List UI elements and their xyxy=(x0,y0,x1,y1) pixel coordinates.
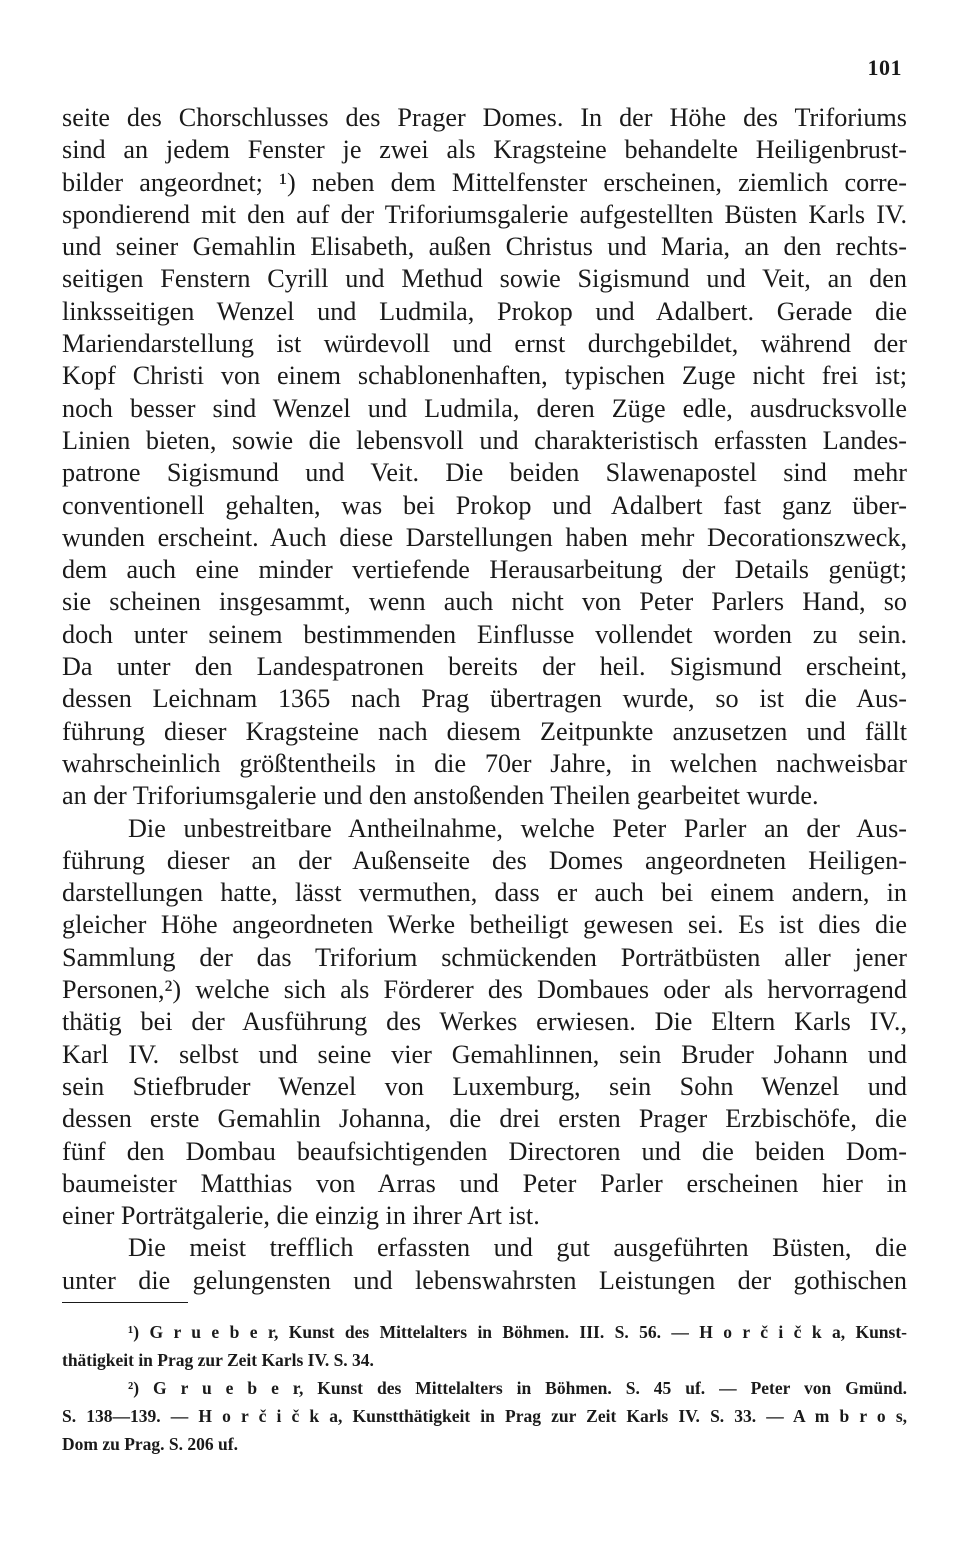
text-line: dessen erste Gemahlin Johanna, die drei ersten Prager Erzbischöfe, die xyxy=(62,1104,907,1134)
text-line: baumeister Matthias von Arras und Peter Parler erscheinen hier in xyxy=(62,1168,907,1198)
text-line: wunden erscheint. Auch diese Darstellungen haben mehr Decorationszweck, xyxy=(62,522,907,552)
page-number: 101 xyxy=(867,55,902,80)
text-line: linksseitigen Wenzel und Ludmila, Prokop und Adalbert. Gerade die xyxy=(62,296,907,326)
body-text xyxy=(62,102,907,1297)
text-line: sind an jedem Fenster je zwei als Kragsteine behandelte Heiligenbrust- xyxy=(62,135,907,165)
text-line: patrone Sigismund und Veit. Die beiden Slawenapostel sind mehr xyxy=(62,458,907,488)
text-line: Sammlung der das Triforium schmückenden Porträtbüsten aller jener xyxy=(62,942,907,972)
text-line: unter die gelungensten und lebenswahrsten Leistungen der gothischen xyxy=(62,1265,907,1295)
text-line: gleicher Höhe angeordneten Werke betheiligt gewesen sei. Es ist dies die xyxy=(62,910,907,940)
text-line: conventionell gehalten, was bei Prokop und Adalbert fast ganz über- xyxy=(62,490,907,520)
text-line: wahrscheinlich größtentheils in die 70er Jahre, in welchen nachweisbar xyxy=(62,748,907,778)
text-line: doch unter seinem bestimmenden Einflusse vollendet worden zu sein. xyxy=(62,619,907,649)
text-line: Linien bieten, sowie die lebensvoll und charakteristisch erfassten Landes- xyxy=(62,425,907,455)
text-line: Personen,²) welche sich als Förderer des Dombaues oder als hervorragend xyxy=(62,975,907,1005)
text-line: Da unter den Landespatronen bereits der heil. Sigismund erscheint, xyxy=(62,652,907,682)
text-line: und seiner Gemahlin Elisabeth, außen Christus und Maria, an den rechts- xyxy=(62,232,907,262)
text-line: bilder angeordnet; ¹) neben dem Mittelfenster erscheinen, ziemlich corre- xyxy=(62,167,907,197)
text-line: noch besser sind Wenzel und Ludmila, deren Züge edle, ausdrucksvolle xyxy=(62,393,907,423)
text-line: dem auch eine minder vertiefende Herausarbeitung der Details genügt; xyxy=(62,555,907,585)
text-line: dessen Leichnam 1365 nach Prag übertragen wurde, so ist die Aus- xyxy=(62,684,907,714)
text-line: führung dieser Kragsteine nach diesem Zeitpunkte anzusetzen und fällt xyxy=(62,716,907,746)
text-line: seitigen Fenstern Cyrill und Methud sowie Sigismund und Veit, an den xyxy=(62,264,907,294)
footnote-divider xyxy=(62,1302,188,1303)
text-line: seite des Chorschlusses des Prager Domes. In der Höhe des Triforiums xyxy=(62,103,907,132)
footnotes xyxy=(62,1318,907,1458)
text-line: spondierend mit den auf der Triforiumsgalerie aufgestellten Büsten Karls IV. xyxy=(62,199,907,229)
text-line: thätig bei der Ausführung des Werkes erwiesen. Die Eltern Karls IV., xyxy=(62,1007,907,1037)
text-line: darstellungen hatte, lässt vermuthen, dass er auch bei einem andern, in xyxy=(62,878,907,908)
text-line: Karl IV. selbst und seine vier Gemahlinnen, sein Bruder Johann und xyxy=(62,1039,907,1069)
text-line: Mariendarstellung ist würdevoll und ernst durchgebildet, während der xyxy=(62,329,907,359)
footnote-line: S. 138—139. — H o r č i č k a, Kunstthätigkeit in Prag zur Zeit Karls IV. S. 33. — A m b r o s, xyxy=(62,1406,907,1426)
text-line: sie scheinen insgesammt, wenn auch nicht von Peter Parlers Hand, so xyxy=(62,587,907,617)
text-line: Die unbestreitbare Antheilnahme, welche Peter Parler an der Aus- xyxy=(128,813,907,843)
footnote-line: ¹) G r u e b e r, Kunst des Mittelalters in Böhmen. III. S. 56. — H o r č i č k a, Kunst- xyxy=(128,1322,907,1342)
text-line: führung dieser an der Außenseite des Domes angeordneten Heiligen- xyxy=(62,845,907,875)
footnote-line: Dom zu Prag. S. 206 uf. xyxy=(62,1434,238,1454)
text-line: Die meist trefflich erfassten und gut ausgeführten Büsten, die xyxy=(128,1233,907,1263)
text-line: an der Triforiumsgalerie und den anstoßenden Theilen gearbeitet wurde. xyxy=(62,781,819,811)
footnote-line: ²) G r u e b e r, Kunst des Mittelalters in Böhmen. S. 45 uf. — Peter von Gmünd. xyxy=(128,1378,907,1398)
text-line: einer Porträtgalerie, die einzig in ihrer Art ist. xyxy=(62,1201,540,1231)
text-line: Kopf Christi von einem schablonenhaften, typischen Zuge nicht frei ist; xyxy=(62,361,907,391)
text-line: sein Stiefbruder Wenzel von Luxemburg, sein Sohn Wenzel und xyxy=(62,1071,907,1101)
text-line: fünf den Dombau beaufsichtigenden Directoren und die beiden Dom- xyxy=(62,1136,907,1166)
footnote-line: thätigkeit in Prag zur Zeit Karls IV. S. 34. xyxy=(62,1350,374,1370)
